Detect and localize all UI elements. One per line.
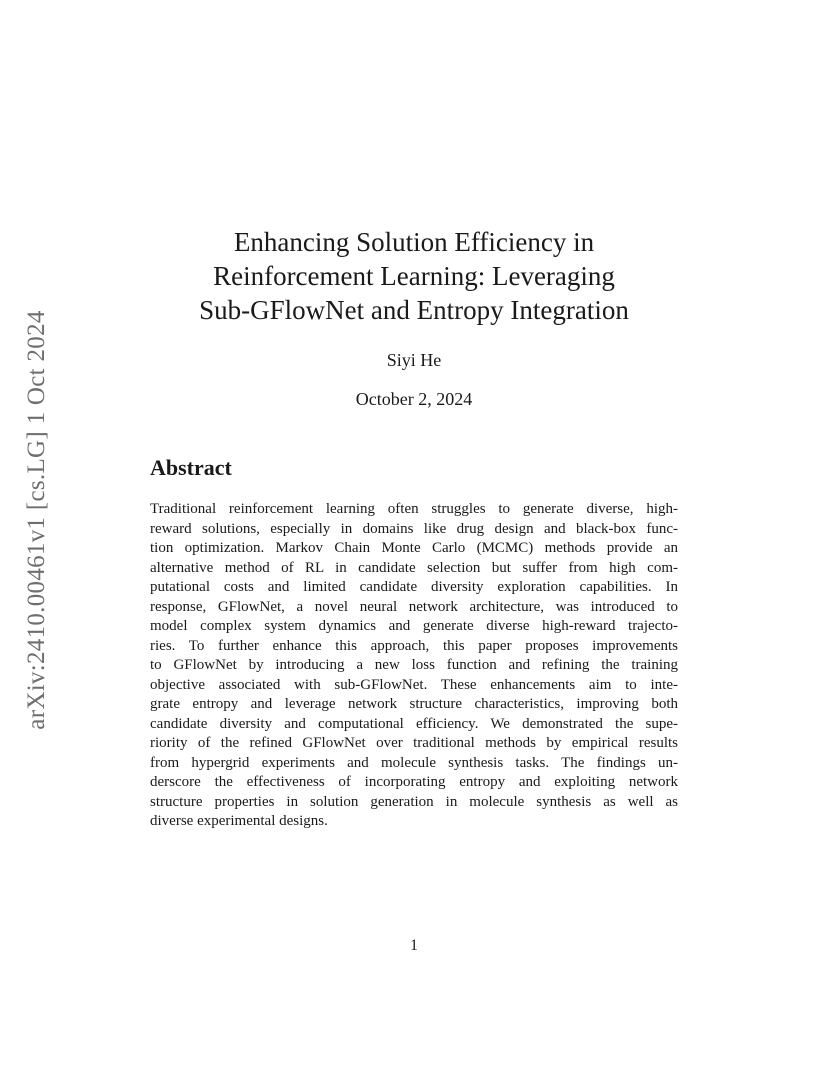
abstract-heading: Abstract	[150, 455, 232, 480]
abstract-line: alternative method of RL in candidate selection but suffer from high com-	[150, 559, 678, 576]
abstract-line: grate entropy and leverage network structure characteristics, improving both	[150, 696, 678, 712]
abstract-line: structure properties in solution generation in molecule synthesis as well as	[150, 793, 678, 810]
abstract-line: model complex system dynamics and generate diverse high-reward trajecto-	[150, 618, 678, 634]
author-name: Siyi He	[386, 350, 442, 370]
title-line: Sub-GFlowNet and Entropy Integration	[199, 295, 629, 325]
paper-title	[150, 225, 678, 327]
abstract-line: riority of the refined GFlowNet over traditional methods by empirical results	[150, 735, 678, 751]
publication-date: October 2, 2024	[355, 389, 473, 409]
title-line: Reinforcement Learning: Leveraging	[213, 261, 615, 291]
abstract-line: tion optimization. Markov Chain Monte Carlo (MCMC) methods provide an	[150, 540, 678, 556]
abstract-text	[150, 500, 678, 832]
abstract-line: candidate diversity and computational efficiency. We demonstrated the supe-	[150, 715, 678, 732]
abstract-line: objective associated with sub-GFlowNet. These enhancements aim to inte-	[150, 676, 678, 693]
abstract-line: to GFlowNet by introducing a new loss function and refining the training	[150, 657, 678, 673]
abstract-line: diverse experimental designs.	[150, 813, 328, 829]
page-number: 1	[410, 937, 418, 954]
abstract-line: response, GFlowNet, a novel neural network architecture, was introduced to	[150, 598, 678, 615]
abstract-line: putational costs and limited candidate diversity exploration capabilities. In	[150, 579, 678, 595]
abstract-line: from hypergrid experiments and molecule synthesis tasks. The findings un-	[150, 754, 678, 771]
title-line: Enhancing Solution Efficiency in	[233, 227, 595, 257]
abstract-line: ries. To further enhance this approach, this paper proposes improvements	[150, 637, 678, 654]
abstract-line: Traditional reinforcement learning often struggles to generate diverse, high-	[150, 501, 678, 517]
abstract-line: derscore the effectiveness of incorporating entropy and exploiting network	[150, 774, 678, 790]
arxiv-identifier: arXiv:2410.00461v1 [cs.LG] 1 Oct 2024	[23, 310, 50, 730]
abstract-line: reward solutions, especially in domains like drug design and black-box func-	[150, 520, 678, 537]
